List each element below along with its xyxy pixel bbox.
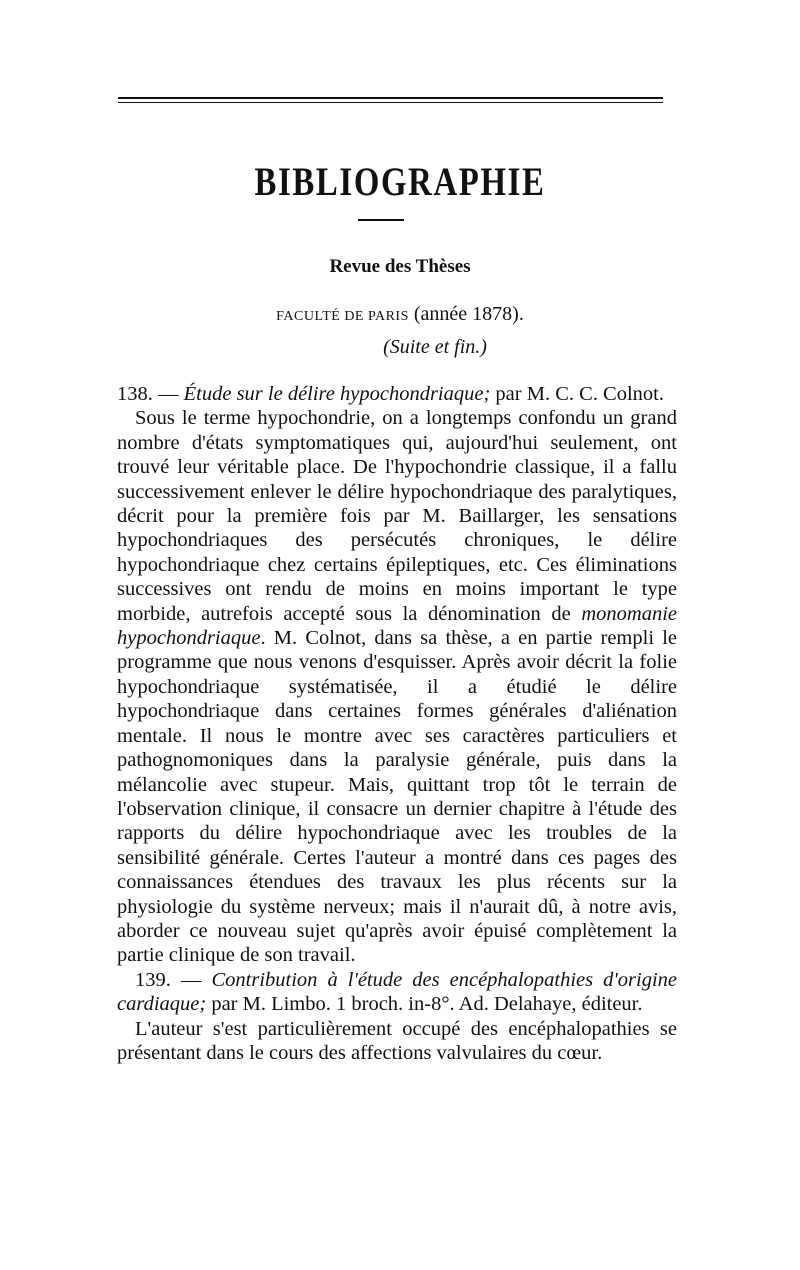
suite-note: (Suite et fin.) (383, 336, 487, 358)
faculty-label: FACULTÉ DE PARIS (276, 309, 409, 324)
entry-number: 139. (135, 968, 171, 991)
entry-139-heading (117, 968, 677, 1017)
entry-dash: — (170, 968, 212, 991)
review-text-rest: . M. Colnot, dans sa thèse, a en partie rempli le programme que nous venons d'esquisser. Après avoir décrit la folie hypochondriaque systématisée, il a étudié le délire hypochondriaque dans certaines formes générales d'aliénation mentale. Il nous le montre avec ses caractères particuliers et pathognomoniques dans la paralysie générale, puis dans la mélancolie avec stupeur. Mais, quittant trop tôt le terrain de l'observation clinique, il consacre un dernier chapitre à l'étude des rapports du délire hypochondriaque avec les troubles de la sensibilité générale. Certes l'auteur a montré dans ces pages des connaissances étendues des travaux les plus récents sur la physiologie du système nerveux; mais il n'aurait dû, à notre avis, aborder ce nouveau sujet qu'après avoir épuisé complètement la partie clinique de son travail. (117, 627, 677, 967)
entry-author: par M. Limbo. 1 broch. in-8°. Ad. Delahaye, éditeur. (206, 993, 643, 1016)
entry-dash: — (152, 383, 184, 405)
entry-author: par M. C. C. Colnot. (490, 383, 664, 405)
article-body (117, 382, 677, 1065)
review-text: L'auteur s'est particulièrement occupé des encéphalopathies se présentant dans le cours des affections valvulaires du cœur. (117, 1017, 677, 1064)
entry-number: 138. (117, 383, 153, 405)
faculty-heading (0, 303, 800, 326)
entry-139-review (117, 1017, 677, 1066)
page-title: BIBLIOGRAPHIE (254, 159, 546, 204)
top-rule-thin (118, 102, 663, 103)
title-divider (358, 219, 404, 221)
entry-138-review (117, 406, 677, 967)
entry-title: Contribution à l'étude des encéphalopathies d'origine cardiaque; (117, 968, 677, 1016)
review-text: Sous le terme hypochondrie, on a longtemps confondu un grand nombre d'états symptomatiques qui, aujourd'hui seulement, ont trouvé leur véritable place. De l'hypochondrie classique, il a fallu successivement enlever le délire hypochondriaque des paralytiques, décrit pour la première fois par M. Baillarger, les sensations hypochondriaques des persécutés chroniques, le délire hypochondriaque chez certains épileptiques, etc. Ces éliminations successives ont rendu de moins en moins important le type morbide, autrefois accepté sous la dénomination de (117, 407, 677, 625)
review-italic: monomanie hypochondriaque (117, 602, 677, 650)
entry-138-heading (117, 382, 677, 406)
top-rule-thick (118, 97, 663, 99)
faculty-year: (année 1878). (413, 303, 524, 325)
section-subtitle: Revue des Thèses (329, 256, 471, 277)
entry-title: Étude sur le délire hypochondriaque; (183, 383, 491, 405)
